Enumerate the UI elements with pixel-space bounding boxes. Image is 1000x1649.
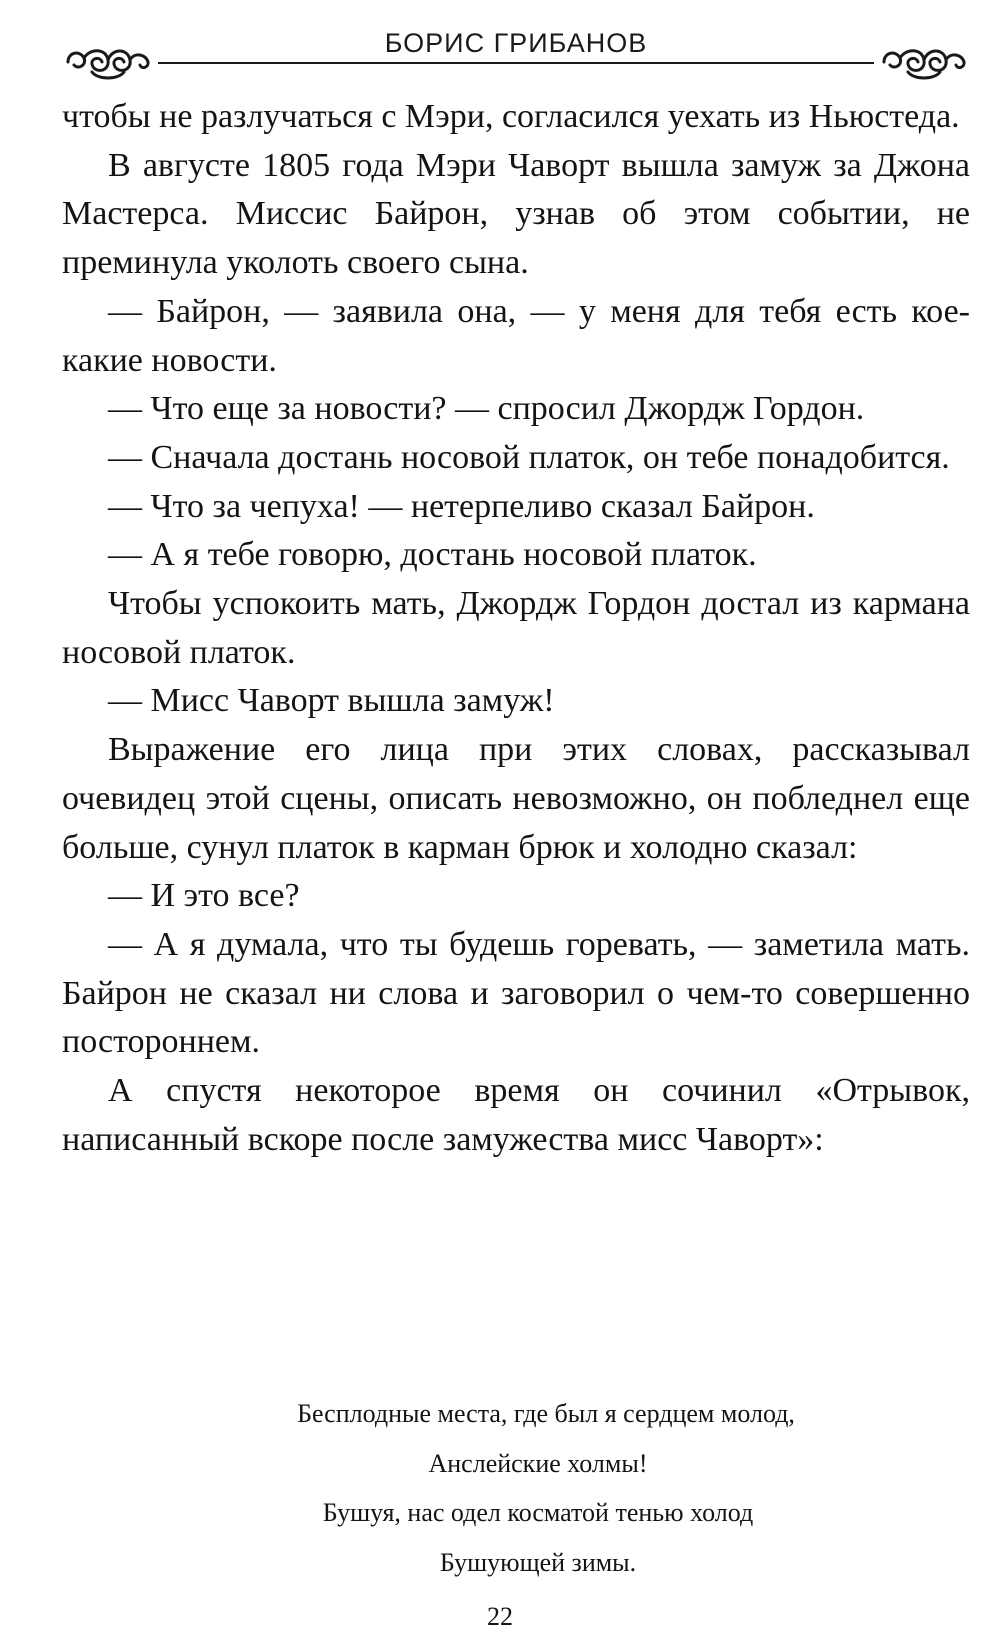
paragraph: А спустя некоторое время он сочинил «Отрывок, написанный вскоре после замужества мисс Чаворт»: <box>62 1072 970 1158</box>
paragraph: Выражение его лица при этих словах, рассказывал очевидец этой сцены, описать невозможно, он побледнел еще больше, сунул платок в карман брюк и холодно сказал: <box>62 731 970 866</box>
poem-line: Бушуя, нас одел косматой тенью холод <box>322 1498 754 1527</box>
dialogue-line: — Байрон, — заявила она, — у меня для тебя есть кое-какие новости. <box>62 292 970 379</box>
dialogue-line: — И это все? <box>108 877 300 915</box>
dialogue-line: — Сначала достань носовой платок, он тебе понадобится. <box>108 438 950 476</box>
paragraph: Чтобы успокоить мать, Джордж Гордон достал из кармана носовой платок. <box>62 585 970 671</box>
poem-line: Бесплодные места, где был я сердцем молод, <box>297 1399 795 1428</box>
poem-stanza <box>62 1389 970 1587</box>
header-rule <box>158 62 874 64</box>
running-header <box>62 20 970 80</box>
header-author: БОРИС ГРИБАНОВ <box>384 28 648 58</box>
scroll-flourish-icon <box>878 40 970 84</box>
paragraph: В августе 1805 года Мэри Чаворт вышла замуж за Джона Мастерса. Миссис Байрон, узнав об этом событии, не преминула уколоть своего сына. <box>62 146 970 282</box>
dialogue-line: — А я тебе говорю, достань носовой платок. <box>108 536 757 574</box>
dialogue-line: — А я думала, что ты будешь горевать, — заметила мать. Байрон не сказал ни слова и заговорил о чем-то совершенно постороннем. <box>62 925 970 1061</box>
poem-line: Анслейские холмы! <box>428 1448 648 1478</box>
dialogue-line: — Что за чепуха! — нетерпеливо сказал Байрон. <box>108 487 815 525</box>
poem-line: Бушующей зимы. <box>439 1547 637 1577</box>
page-number: 22 <box>487 1602 513 1631</box>
dialogue-line: — Мисс Чаворт вышла замуж! <box>108 682 555 720</box>
body-text <box>62 93 970 1164</box>
paragraph: чтобы не разлучаться с Мэри, согласился уехать из Ньюстеда. <box>62 98 960 135</box>
dialogue-line: — Что еще за новости? — спросил Джордж Гордон. <box>108 390 865 428</box>
